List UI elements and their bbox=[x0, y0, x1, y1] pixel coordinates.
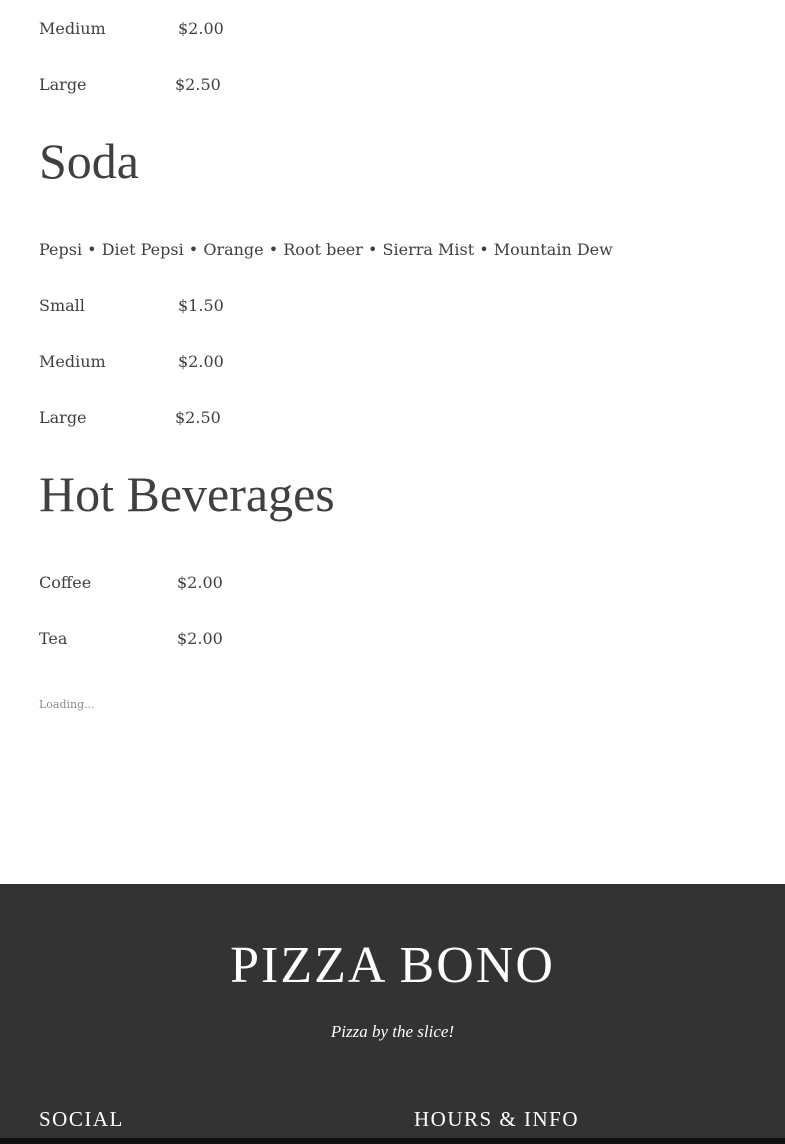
item-label: Tea bbox=[39, 629, 68, 648]
section-title-soda: Soda bbox=[39, 133, 139, 189]
widget-title-social: SOCIAL bbox=[39, 1107, 124, 1131]
price-value: $2.00 bbox=[178, 19, 224, 38]
price-value: $2.00 bbox=[177, 629, 223, 648]
footer-bottom-bar bbox=[0, 1138, 785, 1144]
site-footer bbox=[0, 884, 785, 1144]
site-tagline: Pizza by the slice! bbox=[330, 1022, 455, 1041]
price-value: $2.00 bbox=[177, 573, 223, 592]
price-value: $2.50 bbox=[175, 408, 221, 427]
size-label: Small bbox=[39, 296, 85, 315]
site-brand[interactable]: PIZZA BONO bbox=[230, 937, 555, 994]
size-label: Large bbox=[39, 75, 87, 94]
loading-indicator: Loading... bbox=[39, 698, 95, 711]
size-label: Large bbox=[39, 408, 87, 427]
size-label: Medium bbox=[39, 19, 106, 38]
section-title-hot-beverages: Hot Beverages bbox=[39, 466, 335, 522]
price-value: $2.00 bbox=[178, 352, 224, 371]
price-value: $1.50 bbox=[178, 296, 224, 315]
size-label: Medium bbox=[39, 352, 106, 371]
widget-title-hours-info: HOURS & INFO bbox=[414, 1107, 580, 1131]
item-label: Coffee bbox=[39, 573, 92, 592]
price-value: $2.50 bbox=[175, 75, 221, 94]
soda-flavors: Pepsi • Diet Pepsi • Orange • Root beer • Sierra Mist • Mountain Dew bbox=[39, 240, 613, 259]
